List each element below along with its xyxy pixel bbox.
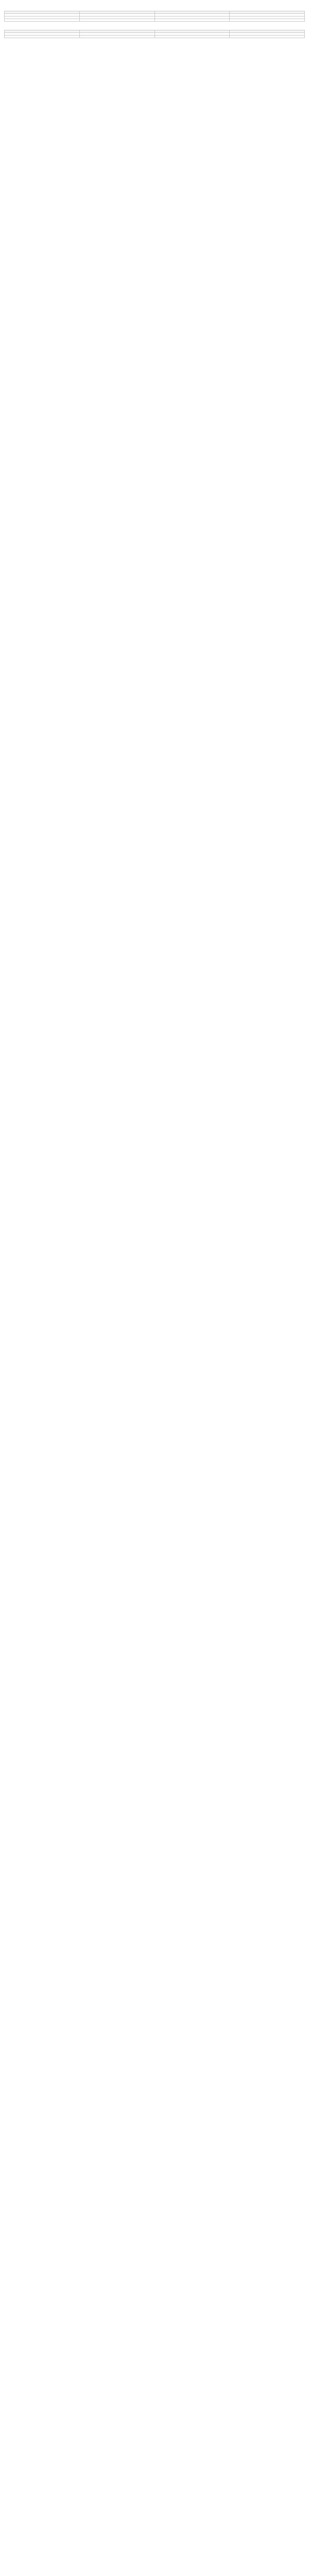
table-cell [154, 36, 230, 38]
table-cell [79, 19, 154, 22]
table-cell [5, 19, 80, 22]
table-cell [5, 36, 80, 38]
data-table-2 [4, 28, 305, 40]
table-cell [230, 19, 305, 22]
table [4, 11, 305, 22]
table [4, 30, 305, 38]
document-content [4, 9, 305, 40]
data-table-1 [4, 9, 305, 23]
table-cell [230, 36, 305, 38]
table-cell [154, 19, 230, 22]
table-row [5, 19, 305, 22]
table-row [5, 36, 305, 38]
table-cell [79, 36, 154, 38]
